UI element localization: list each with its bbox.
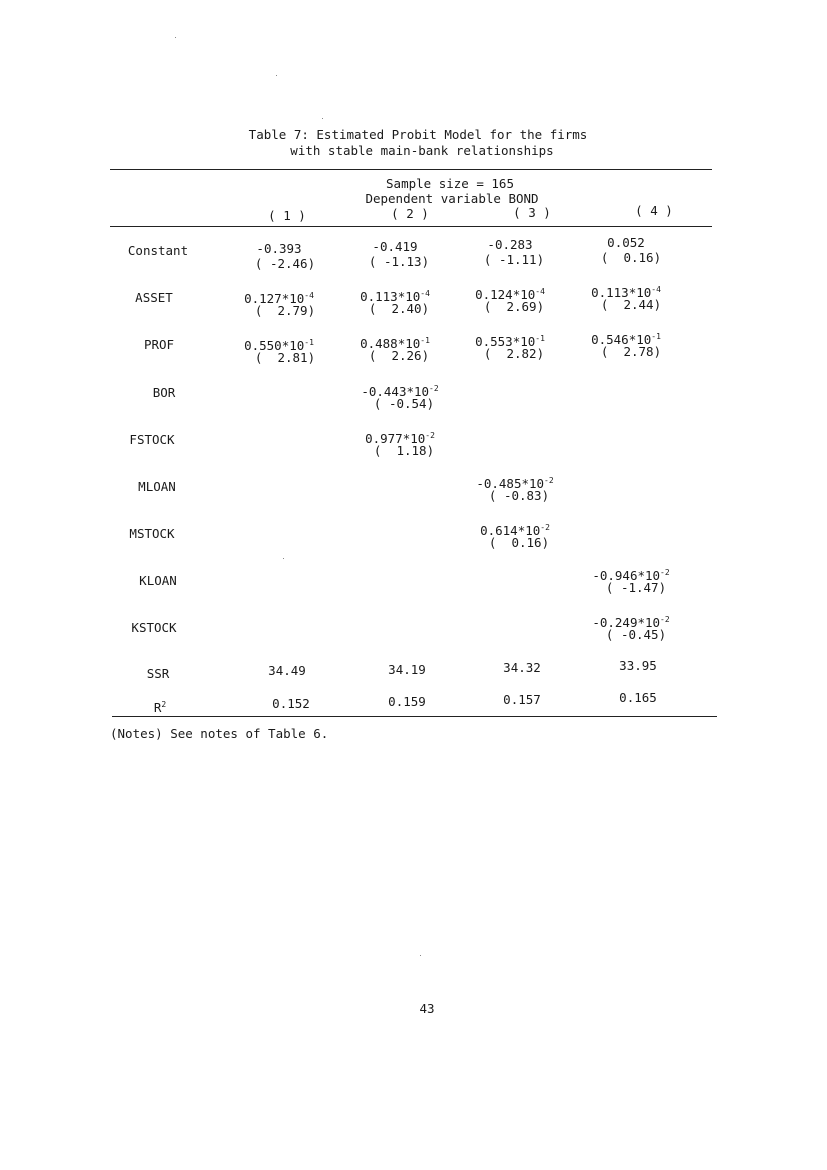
r2-exponent: 2 <box>161 700 167 709</box>
r2-value-1: 0.152 <box>272 696 310 711</box>
t-statistic: ( 2.78) <box>600 344 662 359</box>
column-header-1: ( 1 ) <box>268 208 306 223</box>
coefficient-value: -0.485*10 <box>476 476 545 491</box>
t-statistic: ( 0.16) <box>600 250 662 265</box>
t-statistic: ( 2.44) <box>600 297 662 312</box>
ssr-value-1: 34.49 <box>268 663 306 678</box>
coefficient-value: -0.419 <box>372 239 418 254</box>
t-statistic: ( -0.83) <box>488 488 550 503</box>
row-label-kstock: KSTOCK <box>131 620 177 635</box>
coefficient-value: 0.488*10 <box>360 336 421 351</box>
t-statistic: ( 1.18) <box>373 443 435 458</box>
scan-speck <box>322 118 323 119</box>
coefficient-exponent: -2 <box>429 384 439 393</box>
row-label-mloan: MLOAN <box>138 479 176 494</box>
coefficient-cell <box>372 240 417 254</box>
ssr-value-2: 34.19 <box>388 662 426 677</box>
t-statistic: ( -2.46) <box>254 256 316 271</box>
coefficient-exponent: -4 <box>651 285 661 294</box>
coefficient-value: 0.113*10 <box>360 289 421 304</box>
r2-value-3: 0.157 <box>503 692 541 707</box>
coefficient-value: 0.553*10 <box>475 334 536 349</box>
t-statistic: ( -0.54) <box>373 396 435 411</box>
coefficient-exponent: -2 <box>425 431 435 440</box>
coefficient-exponent: -1 <box>420 336 430 345</box>
row-label-kloan: KLOAN <box>139 573 177 588</box>
coefficient-value: 0.546*10 <box>591 332 652 347</box>
column-header-3: ( 3 ) <box>513 205 551 220</box>
column-header-2: ( 2 ) <box>391 206 429 221</box>
ssr-value-4: 33.95 <box>619 658 657 673</box>
coefficient-exponent: -1 <box>651 332 661 341</box>
row-label-r2 <box>154 698 166 715</box>
coefficient-value: 0.113*10 <box>591 285 652 300</box>
table-notes: (Notes) See notes of Table 6. <box>110 726 329 741</box>
t-statistic: ( 2.69) <box>483 299 545 314</box>
row-label-mstock: MSTOCK <box>129 526 175 541</box>
scan-speck <box>276 75 277 76</box>
table-title-line2: with stable main-bank relationships <box>290 143 554 158</box>
coefficient-value: -0.283 <box>487 237 533 252</box>
column-header-4: ( 4 ) <box>635 203 673 218</box>
coefficient-value: 0.614*10 <box>480 523 541 538</box>
r2-symbol: R <box>153 700 162 715</box>
coefficient-cell <box>487 238 532 252</box>
ssr-value-3: 34.32 <box>503 660 541 675</box>
top-rule <box>110 169 712 170</box>
coefficient-value: -0.393 <box>256 241 302 256</box>
sample-size: Sample size = 165 <box>386 176 514 191</box>
t-statistic: ( -0.45) <box>605 627 667 642</box>
page-number: 43 <box>419 1001 435 1016</box>
coefficient-exponent: -2 <box>540 523 550 532</box>
t-statistic: ( -1.47) <box>605 580 667 595</box>
coefficient-value: -0.249*10 <box>592 615 661 630</box>
t-statistic: ( 2.81) <box>254 350 316 365</box>
coefficient-value: 0.550*10 <box>244 338 305 353</box>
coefficient-exponent: -2 <box>660 615 670 624</box>
row-label-fstock: FSTOCK <box>129 432 175 447</box>
coefficient-value: 0.127*10 <box>244 291 305 306</box>
coefficient-exponent: -2 <box>660 568 670 577</box>
coefficient-exponent: -2 <box>544 476 554 485</box>
coefficient-cell <box>607 236 645 250</box>
coefficient-value: 0.052 <box>607 235 645 250</box>
row-label-ssr: SSR <box>146 666 170 681</box>
coefficient-exponent: -4 <box>420 289 430 298</box>
row-label-constant: Constant <box>127 243 189 258</box>
bottom-rule <box>112 716 717 717</box>
t-statistic: ( 2.26) <box>368 348 430 363</box>
coefficient-value: -0.946*10 <box>592 568 661 583</box>
r2-value-4: 0.165 <box>619 690 657 705</box>
t-statistic: ( 2.82) <box>483 346 545 361</box>
t-statistic: ( 2.79) <box>254 303 316 318</box>
coefficient-value: 0.124*10 <box>475 287 536 302</box>
coefficient-exponent: -1 <box>304 338 314 347</box>
t-statistic: ( 0.16) <box>488 535 550 550</box>
t-statistic: ( -1.13) <box>368 254 430 269</box>
coefficient-value: 0.977*10 <box>365 431 426 446</box>
coefficient-value: -0.443*10 <box>361 384 430 399</box>
r2-value-2: 0.159 <box>388 694 426 709</box>
dependent-variable: Dependent variable BOND <box>365 191 539 206</box>
scan-speck <box>283 558 284 559</box>
t-statistic: ( 2.40) <box>368 301 430 316</box>
coefficient-exponent: -4 <box>535 287 545 296</box>
header-rule <box>110 226 712 227</box>
row-label-prof: PROF <box>143 337 175 352</box>
t-statistic: ( -1.11) <box>483 252 545 267</box>
coefficient-cell <box>256 242 301 256</box>
coefficient-exponent: -1 <box>535 334 545 343</box>
scan-speck <box>175 37 176 38</box>
row-label-asset: ASSET <box>135 290 173 305</box>
table-title-line1: Table 7: Estimated Probit Model for the firms <box>248 127 588 142</box>
row-label-bor: BOR <box>152 385 176 400</box>
scan-speck <box>420 955 421 956</box>
coefficient-exponent: -4 <box>304 291 314 300</box>
